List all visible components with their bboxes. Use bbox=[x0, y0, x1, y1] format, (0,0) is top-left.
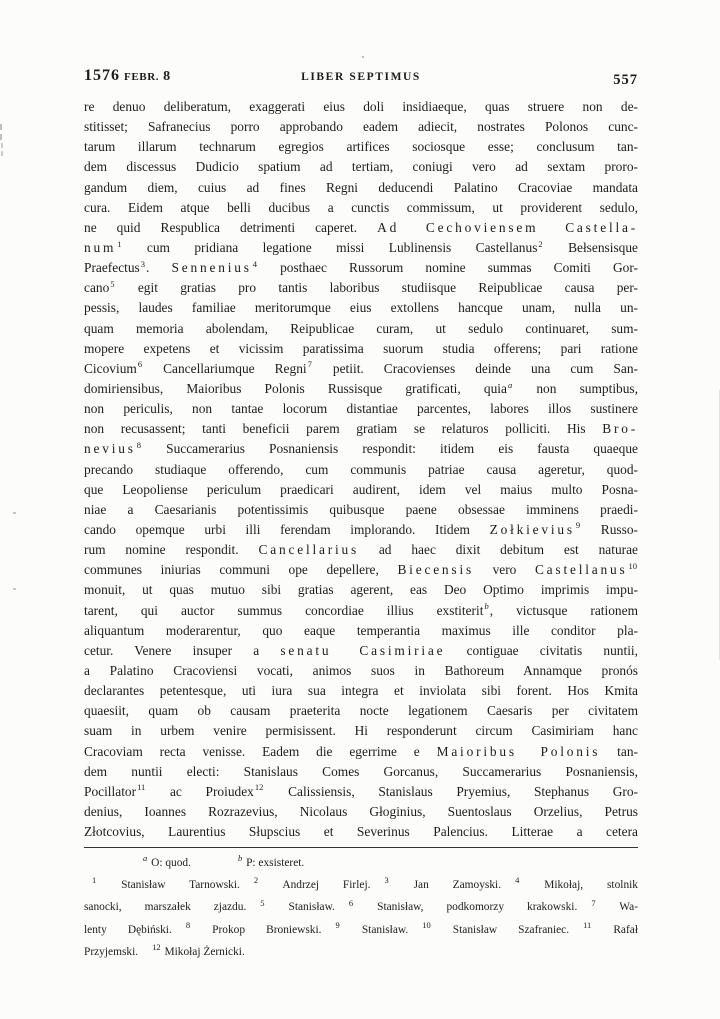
text-run: contiguae civitatis nuntii, bbox=[445, 642, 638, 658]
header-date-year: 1576 bbox=[84, 67, 120, 84]
footnote-marker: a bbox=[507, 379, 513, 390]
letterspaced-name: Ad Cechoviensem Castella- bbox=[377, 219, 638, 235]
text-line bbox=[84, 298, 638, 318]
footnote-marker: 5 bbox=[110, 278, 115, 289]
text-run: tan- bbox=[600, 743, 638, 759]
text-run: rum nomine respondit. bbox=[84, 542, 259, 558]
text-run: Bełsensisque bbox=[543, 239, 638, 255]
text-line bbox=[84, 681, 638, 701]
text-run: non recusassent; tanti beneficii parem gratiam se relaturos polliciti. His bbox=[84, 421, 603, 437]
header-date-month: FEBR. bbox=[124, 71, 160, 83]
text-run: Praefectus bbox=[84, 260, 140, 276]
text-run: Pocillator bbox=[84, 783, 137, 799]
footnote-marker: 9 bbox=[335, 919, 340, 930]
text-line bbox=[84, 439, 638, 459]
letterspaced-name: Bro- bbox=[602, 421, 638, 437]
text-line bbox=[84, 919, 638, 941]
text-line bbox=[84, 560, 638, 580]
text-run: communes iniurias communi ope depellere, bbox=[84, 562, 398, 578]
text-run: . bbox=[146, 260, 172, 276]
text-run: dem discessus Dudicio spatium ad tertiam, coniugi vero ad sextam proro- bbox=[84, 159, 638, 175]
text-run: cano bbox=[84, 280, 110, 296]
footnote-marker: 12 bbox=[152, 942, 161, 953]
running-header bbox=[84, 63, 638, 88]
text-line bbox=[84, 480, 638, 500]
footnote-marker: 11 bbox=[137, 782, 146, 793]
footnote-marker: 8 bbox=[185, 919, 191, 930]
footnote-letter-entry: $^a$ O: quod. bbox=[143, 853, 191, 869]
text-run: Prokop Broniewski. bbox=[191, 923, 322, 936]
variant-footnotes bbox=[142, 853, 305, 869]
text-line bbox=[84, 178, 638, 198]
scan-artifact-left-dash bbox=[0, 124, 2, 140]
text-run: Stanisław Szafraniec. bbox=[431, 923, 570, 936]
text-line bbox=[84, 721, 638, 741]
text-run: re denuo deliberatum, exaggerati eius doli insidiaeque, quas struere non de- bbox=[84, 99, 638, 114]
footnote-marker: 6 bbox=[137, 359, 143, 370]
text-line bbox=[84, 762, 638, 782]
text-line bbox=[84, 157, 638, 177]
text-line bbox=[84, 520, 638, 540]
text-line bbox=[84, 379, 638, 399]
text-run: tarum illarum technarum egregios artifices sociosque esse; conclusum tan- bbox=[84, 139, 638, 155]
text-run: pessis, laudes familiae meritorumque eius extollens hancque unam, nulla un- bbox=[84, 300, 638, 316]
text-run: Rafał bbox=[592, 923, 639, 936]
text-line bbox=[84, 399, 638, 419]
text-run: Stanisław, podkomorzy krakowski. bbox=[354, 901, 578, 914]
page-number: 557 bbox=[613, 72, 638, 88]
footnote-marker: 7 bbox=[591, 897, 596, 908]
text-line bbox=[84, 419, 638, 439]
text-line bbox=[84, 641, 638, 661]
letterspaced-name: Zołkievius bbox=[489, 521, 575, 537]
scan-artifact-speck bbox=[13, 588, 16, 590]
text-line bbox=[84, 621, 638, 641]
text-run: niae a Caesarianis potentissimis quibusque paene obsessae imminens praedi- bbox=[84, 501, 638, 517]
text-run: stitisset; Safranecius porro approbando eadem adiecit, nostrates Polonos cunc- bbox=[84, 119, 638, 135]
text-run: , victusque rationem bbox=[489, 602, 638, 618]
text-run: Russo- bbox=[581, 521, 638, 537]
footnote-marker: 10 bbox=[628, 560, 637, 571]
text-run: mopere expetens et vicissim paratissima suorum studia offerens; pari ratione bbox=[84, 340, 638, 356]
letterspaced-name: Sennenius bbox=[171, 260, 252, 276]
text-line bbox=[84, 460, 638, 480]
footnote-marker: 4 bbox=[252, 258, 257, 269]
letterspaced-name: Cancellarius bbox=[258, 542, 360, 558]
text-run: a Palatino Cracoviensi vocati, animos suos in Bathoreum Annamque pronós bbox=[84, 662, 638, 678]
text-run: non sumptibus, bbox=[513, 380, 638, 396]
text-run: Andrzej Firlej. bbox=[259, 879, 371, 891]
scan-artifact-speck bbox=[362, 56, 364, 58]
footnote-marker: 10 bbox=[422, 919, 431, 930]
footnote-marker: 12 bbox=[254, 782, 264, 793]
text-run: gandum diem, cuius ad fines Regni deducendi Palatino Cracoviae mandata bbox=[84, 179, 638, 195]
text-run: cando opemque urbi illi ferendam implorando. Itidem bbox=[84, 521, 490, 537]
text-line bbox=[84, 359, 638, 379]
text-line bbox=[84, 661, 638, 681]
text-line bbox=[84, 822, 638, 842]
body-text bbox=[84, 97, 638, 842]
text-run: ac Proiudex bbox=[146, 783, 254, 799]
text-line bbox=[84, 802, 638, 822]
text-run: monuit, ut quas mutuo sibi gratias agerent, eas Deo Optimo imprimis impu- bbox=[84, 582, 638, 598]
text-run: petiit. Cracovienses deinde una cum San- bbox=[312, 360, 638, 376]
text-line bbox=[84, 137, 638, 157]
text-run: quaesiit, quam ob causam praeterita nocte legationem Caesaris per civitatem bbox=[84, 703, 638, 719]
text-line bbox=[84, 896, 638, 918]
text-line bbox=[84, 258, 638, 278]
text-line bbox=[84, 117, 638, 137]
letterspaced-name: nevius bbox=[84, 441, 136, 457]
text-line bbox=[84, 874, 638, 896]
footnote-marker: 1 bbox=[92, 875, 97, 886]
scan-artifact-left-dash bbox=[1, 143, 3, 156]
text-line bbox=[84, 97, 638, 117]
footnote-marker: 5 bbox=[260, 897, 265, 908]
text-run: Calissiensis, Stanislaus Pryemius, Stephanus Gro- bbox=[264, 783, 638, 799]
letterspaced-name: Biecensis bbox=[397, 562, 474, 578]
text-run: Cracoviam recta venisse. Eadem die egerrime e bbox=[84, 743, 437, 759]
footnote-marker: 7 bbox=[307, 359, 312, 370]
footnote-marker: 2 bbox=[538, 238, 543, 249]
text-run: dem nuntii electi: Stanislaus Comes Gorcanus, Succamerarius Posnaniensis, bbox=[84, 763, 638, 779]
numbered-footnotes bbox=[84, 874, 638, 964]
text-run: cetur. Venere insuper a bbox=[84, 642, 281, 658]
text-line bbox=[84, 319, 638, 339]
text-line bbox=[84, 540, 638, 560]
text-run: denius, Ioannes Rozrazevius, Nicolaus Głoginius, Suentoslaus Orzelius, Petrus bbox=[84, 803, 638, 819]
letterspaced-name: Maioribus Polonis bbox=[436, 743, 601, 759]
text-run: cura. Eidem atque belli ducibus a cunctis commissum, ut providerent sedulo, bbox=[84, 199, 638, 215]
footnote-rule bbox=[84, 847, 638, 848]
footnote-marker: 8 bbox=[136, 439, 142, 450]
footnote-marker: 3 bbox=[140, 258, 146, 269]
text-run: suam in urbem venire permisissent. Hi responderunt circum Casimiriam hanc bbox=[84, 723, 638, 739]
text-run: sanocki, marszałek zjazdu. bbox=[84, 901, 247, 914]
text-run: vero bbox=[473, 562, 535, 578]
letterspaced-name: Castellanus bbox=[534, 562, 628, 578]
footnote-marker: 6 bbox=[348, 897, 354, 908]
footnote-marker: 11 bbox=[583, 919, 592, 930]
text-run: que Leopoliense periculum praedicari audirent, idem vel maius multo Posna- bbox=[84, 481, 638, 497]
text-run: Cicovium bbox=[84, 360, 137, 376]
footnote-marker: 1 bbox=[117, 238, 122, 249]
footnote-marker: 4 bbox=[515, 875, 520, 886]
text-run: precando studiaque offerendo, cum communis patriae causa ageretur, quod- bbox=[84, 461, 638, 477]
text-line bbox=[84, 701, 638, 721]
letterspaced-name: senatu Casimiriae bbox=[280, 642, 446, 658]
text-run: non periculis, non tantae locorum distantiae parcentes, labores illos sustinere bbox=[84, 401, 638, 417]
footnote-marker: b bbox=[237, 853, 243, 864]
text-run: Cancellariumque Regni bbox=[143, 360, 307, 376]
text-line bbox=[84, 742, 638, 762]
text-line bbox=[84, 941, 638, 963]
text-run: cum pridiana legatione missi Lublinensis Castellanus bbox=[122, 239, 538, 255]
text-run: ne quid Respublica detrimenti caperet. bbox=[84, 219, 378, 235]
text-run: tarent, qui auctor summus concordiae illius exstiterit bbox=[84, 602, 484, 618]
text-run: Succamerarius Posnaniensis respondit: itidem eis fausta quaeque bbox=[142, 441, 638, 457]
text-line bbox=[84, 339, 638, 359]
text-run: egit gratias pro tantis laboribus studiisque Reipublicae causa per- bbox=[115, 280, 638, 296]
text-line bbox=[84, 782, 638, 802]
text-run: Jan Zamoyski. bbox=[389, 879, 502, 891]
text-run: Stanisław. bbox=[265, 901, 335, 914]
text-run: ad haec dixit debitum est naturae bbox=[359, 542, 638, 558]
text-line bbox=[84, 218, 638, 238]
letterspaced-name: num bbox=[84, 239, 117, 255]
text-run: declarantes petentesque, uti iura sua integra et inviolata sibi forent. Hos Kmita bbox=[84, 683, 638, 699]
footnote-marker: 2 bbox=[253, 875, 259, 886]
scan-artifact-speck bbox=[13, 512, 16, 514]
text-line bbox=[84, 278, 638, 298]
text-run: Wa- bbox=[596, 901, 638, 914]
text-run: Stanisław. bbox=[340, 923, 409, 936]
footnote-marker: a bbox=[143, 853, 148, 864]
text-run: Przyjemski. bbox=[84, 946, 139, 959]
text-run: Mikołaj, stolnik bbox=[520, 879, 638, 891]
running-title: LIBER SEPTIMUS bbox=[301, 71, 421, 83]
text-run: Mikołaj Żernicki. bbox=[161, 946, 245, 959]
text-run: lenty Dębiński. bbox=[84, 923, 172, 936]
text-run: Stanisław Tarnowski. bbox=[97, 879, 240, 891]
text-line bbox=[84, 580, 638, 600]
footnote-letter-entry: $^b$ P: exsisteret. bbox=[237, 853, 305, 869]
text-run: posthaec Russorum nomine summas Comiti Gor- bbox=[257, 260, 638, 276]
text-run: aliquantum moderarentur, quo eaque temperantia maximus ille conditor pla- bbox=[84, 622, 638, 638]
text-line bbox=[84, 198, 638, 218]
text-run: Złotcovius, Laurentius Słupscius et Severinus Palencius. Litterae a cetera bbox=[84, 824, 638, 840]
text-line bbox=[84, 500, 638, 520]
text-run: quam memoria abolendam, Reipublicae curam, ut sedulo continuaret, sum- bbox=[84, 320, 638, 336]
text-run: domiriensibus, Maioribus Polonis Russisque gratificati, quia bbox=[84, 380, 507, 396]
text-line bbox=[84, 238, 638, 258]
header-date-day: 8 bbox=[163, 69, 171, 84]
footnote-marker: b bbox=[484, 601, 489, 612]
text-line bbox=[84, 601, 638, 621]
footnote-marker: 3 bbox=[384, 875, 389, 886]
footnote-marker: 9 bbox=[575, 520, 581, 531]
